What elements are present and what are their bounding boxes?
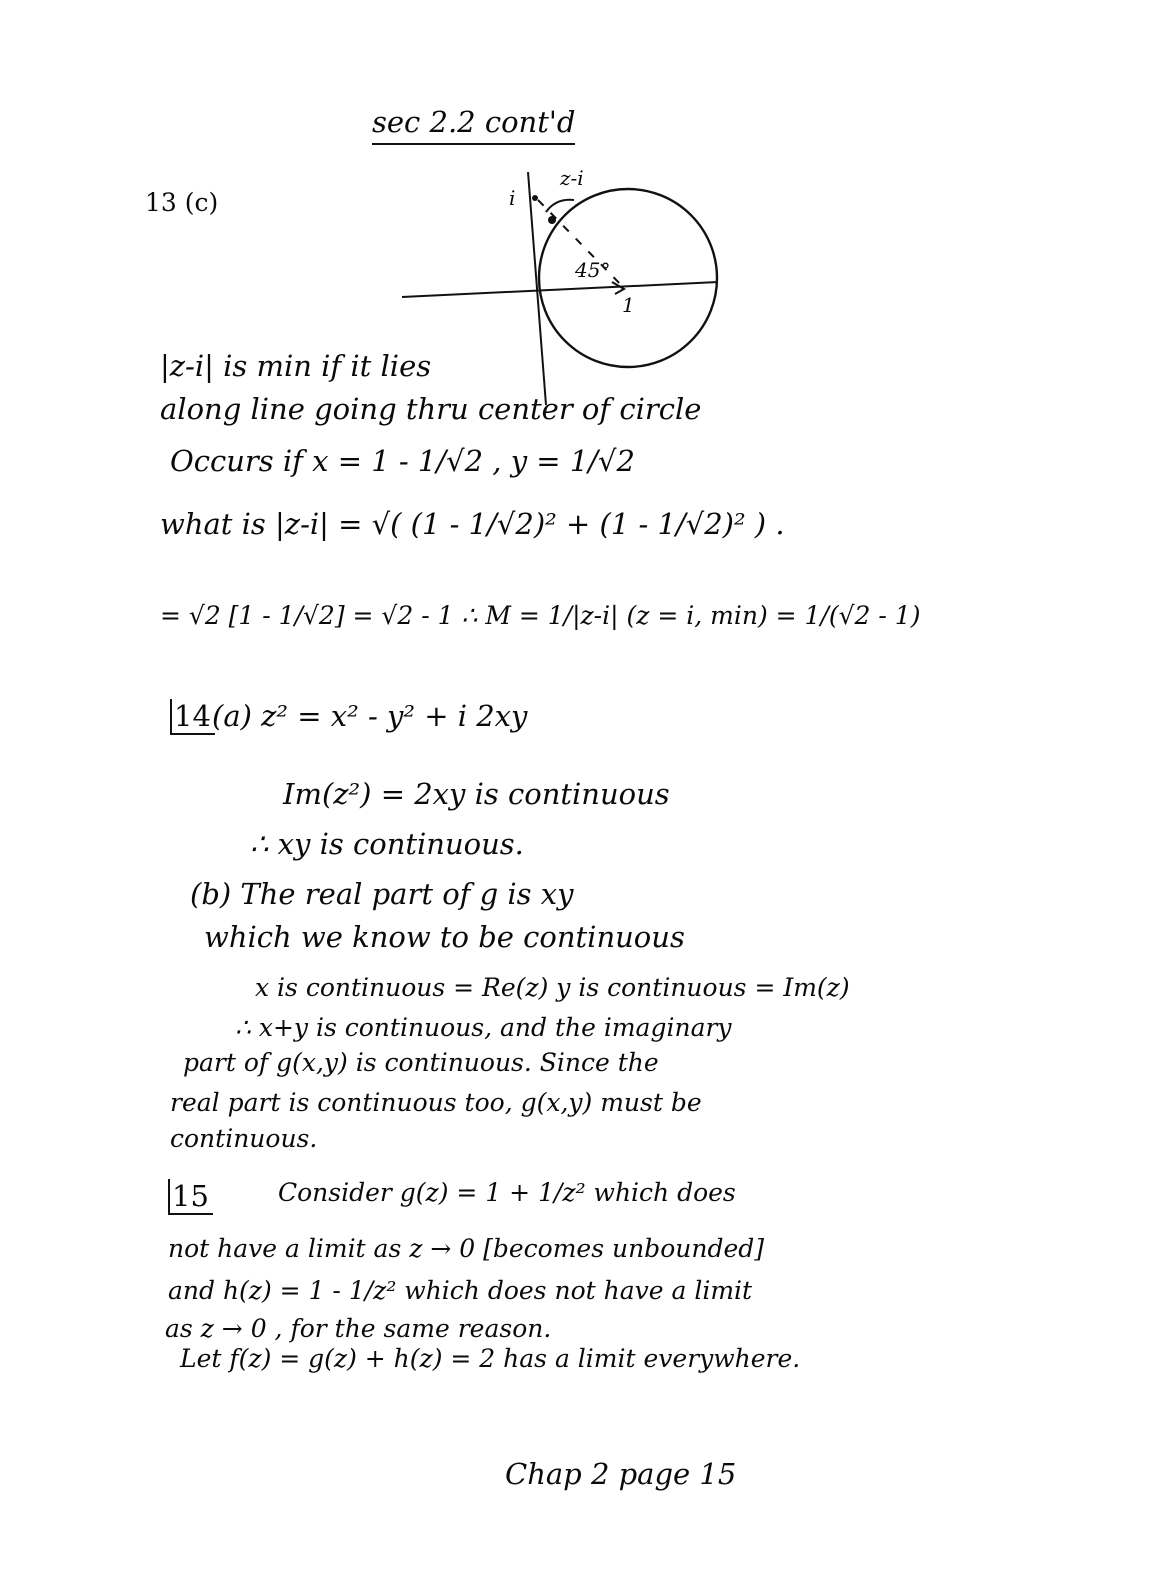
problem-14b-line: part of g(x,y) is continuous. Since the [183,1048,659,1077]
problem-13-line: = √2 [1 - 1/√2] = √2 - 1 ∴ M = 1/|z-i| (z = i, min) = 1/(√2 - 1) [160,601,921,630]
page-footer: Chap 2 page 15 [505,1457,737,1491]
problem-15-label [168,1179,213,1213]
problem-14a-line: (a) z² = x² - y² + i 2xy [212,699,528,733]
section-header-text: sec 2.2 cont'd [372,105,575,145]
problem-14b-line: which we know to be continuous [204,920,685,954]
label-angle: 45° [575,258,611,282]
problem-14a-line: Im(z²) = 2xy is continuous [283,777,670,811]
problem-15-line: and h(z) = 1 - 1/z² which does not have a limit [168,1276,753,1305]
problem-13-line: what is |z-i| = √( (1 - 1/√2)² + (1 - 1/√2)² ) . [160,507,785,541]
point-i [532,195,538,201]
problem-14b-line: x is continuous = Re(z) y is continuous = Im(z) [255,973,850,1002]
problem-14-number: 14 [170,699,215,735]
problem-13-line: along line going thru center of circle [160,392,702,426]
problem-15-line: not have a limit as z → 0 [becomes unbounded] [168,1234,764,1263]
problem-13-line: Occurs if x = 1 - 1/√2 , y = 1/√2 [170,444,635,478]
point-z [548,216,556,224]
problem-14b-line: (b) The real part of g is xy [190,877,574,911]
problem-15-line: Let f(z) = g(z) + h(z) = 2 has a limit everywhere. [180,1344,801,1373]
problem-14a-line: ∴ xy is continuous. [250,827,524,861]
problem-15-line: as z → 0 , for the same reason. [165,1314,552,1343]
problem-15-line: Consider g(z) = 1 + 1/z² which does [278,1178,736,1207]
problem-13-label: 13 (c) [145,188,219,217]
unit-circle [539,189,717,367]
problem-14b-line: continuous. [170,1124,318,1153]
problem-14b-line: real part is continuous too, g(x,y) must be [170,1088,702,1117]
label-one: 1 [622,293,635,317]
y-axis [528,172,546,405]
problem-14-label [170,699,215,733]
label-i: i [509,186,516,210]
problem-14b-line: ∴ x+y is continuous, and the imaginary [235,1013,732,1042]
x-axis [402,282,718,297]
label-z-minus-i: z-i [560,166,584,190]
problem-13-line: |z-i| is min if it lies [160,349,432,383]
problem-15-number: 15 [168,1179,213,1215]
